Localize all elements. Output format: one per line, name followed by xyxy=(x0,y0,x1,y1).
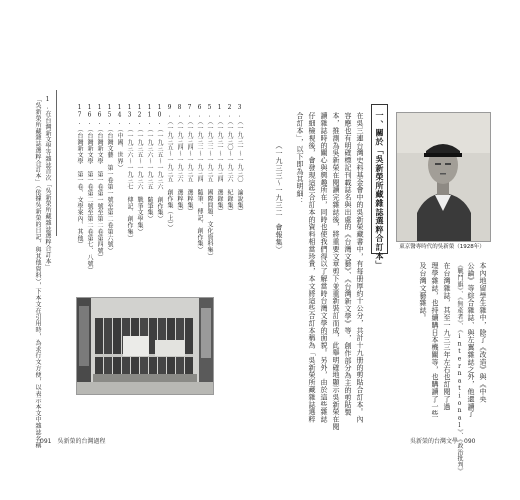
body-column-6: 合訂本」，以下即為其明細： xyxy=(296,112,304,205)
right-page-folio: 吳新榮的台灣文學 090 xyxy=(410,438,476,445)
portrait-illustration xyxy=(397,113,490,241)
intro-column-4: 在台灣雜誌，其至一九三三年左右也訂閱了過 xyxy=(443,262,451,410)
body-column-5: 仔細檢視後，會發現這些合訂本的資料相當珍貴，本文將這些合訂本稱為「吳新榮所藏雜誌選粹 xyxy=(308,112,316,423)
list-item-6: 7.（一九三四～一九三五 選粹集） xyxy=(186,104,193,215)
list-item-11: 12.（一九三五～一九三六 戰爭文學集） xyxy=(136,104,143,235)
body-column-4: 讀雜誌時的關心與興趣所在，同時也使我們得以了解當時台灣文學的面貌。另外，由於這些雜誌 xyxy=(320,112,328,423)
section-heading-box xyxy=(371,104,388,270)
list-item-2: 2.（一九三〇～一九三六 紀錄集） xyxy=(226,104,233,215)
intro-column-3: 《戰鬥旗》、《無產者》、《international》、《政治批判》 xyxy=(456,262,463,475)
portrait-photo-icon xyxy=(396,112,491,242)
body-column-2: 容應也有明確標記刊載誌名與出處的《台灣文藝》、《台灣新文學》等，創作部分為主的剪貼製 xyxy=(344,112,352,416)
list-item-7: 8.（一九三四～一九三六 選粹集） xyxy=(176,104,183,215)
list-item-9: 10.（一九三五～一九三六 創作集） xyxy=(156,104,163,223)
note-2: 「吳新榮所藏雜誌選粹合訂本」（依據吳新榮的日記，與其他資料），下本文在引用時，為求行文方便，以表示本文中雜誌名稱 xyxy=(34,96,41,449)
list-item-5: 6.（一九三二～一九三四 隨筆、傳記、創作集） xyxy=(196,104,203,254)
intro-column-2: 公論》等綜合雜誌、與左翼雜誌之外，他還讀了 xyxy=(467,262,475,418)
list-item-16: 16.（台灣新文學 第一卷第二號至第二卷第七、八號） xyxy=(86,104,93,274)
intro-column-5: 理學雜誌，也持續購日本機關等，也購讀了一些 xyxy=(431,262,439,418)
photo-caption: 東京醫專時代的吳新榮（1928年） xyxy=(399,244,485,250)
note-1: 1.在台灣新文學等雜誌首次「吳新榮所藏雜誌選粹合訂本」 xyxy=(44,96,51,271)
intro-column-6: 及台灣文藝雜誌。 xyxy=(419,262,427,322)
list-item-17: 17.（台灣新文學 第一卷、文學案內、其他） xyxy=(76,104,83,248)
section-heading: 一、關於「吳新榮所藏雜誌選粹合訂本」 xyxy=(375,111,385,270)
list-item-4: 5.（一九三二～一九三五 國際問題、文化資料集） xyxy=(206,104,213,260)
list-item-14: 15.（台灣文藝 第一卷第一號至第二卷第六號） xyxy=(106,104,113,255)
list-item-1: 3.（一九三一～一九三〇 論說集） xyxy=(236,104,243,215)
list-item-3: 1.（一九三一～一九三四 選錄集） xyxy=(216,104,223,215)
body-column-3: 本，推測為吳新榮在閱讀完雜誌後，將重要文章剪下並重新裝訂而成，此舉明確地顯示吳新榮在閱 xyxy=(332,112,340,431)
left-page-folio: 091 吳新榮的台灣過程 xyxy=(40,438,106,445)
detail-list-item: （一九三三～一九三二 會報集） xyxy=(275,142,283,253)
bookshelf-illustration xyxy=(77,298,213,394)
list-item-15: 16.（台灣新文學 第一卷第一號至第二卷第四號） xyxy=(96,104,103,261)
note-divider xyxy=(56,90,57,236)
list-item-13: 14.（中國、世界） xyxy=(116,104,123,171)
body-column-1: 在吳三連台灣史料基金會中的吳新榮藏書中，有每册厚約十公分，共計十九册的剪貼合訂本。內 xyxy=(356,112,364,423)
list-item-12: 13.（一九三六～一九三七 傳記、創作集） xyxy=(126,104,133,242)
list-item-10: 11.（一九三六～一九三五 隨筆集） xyxy=(146,104,153,223)
list-item-8: 9.（一九三五～一九三五 創作集（上）） xyxy=(166,104,173,231)
bookshelf-photo-icon xyxy=(76,297,214,395)
intro-column-1: 本內地留學生雜中，除了《改造》與《中央 xyxy=(479,262,487,403)
